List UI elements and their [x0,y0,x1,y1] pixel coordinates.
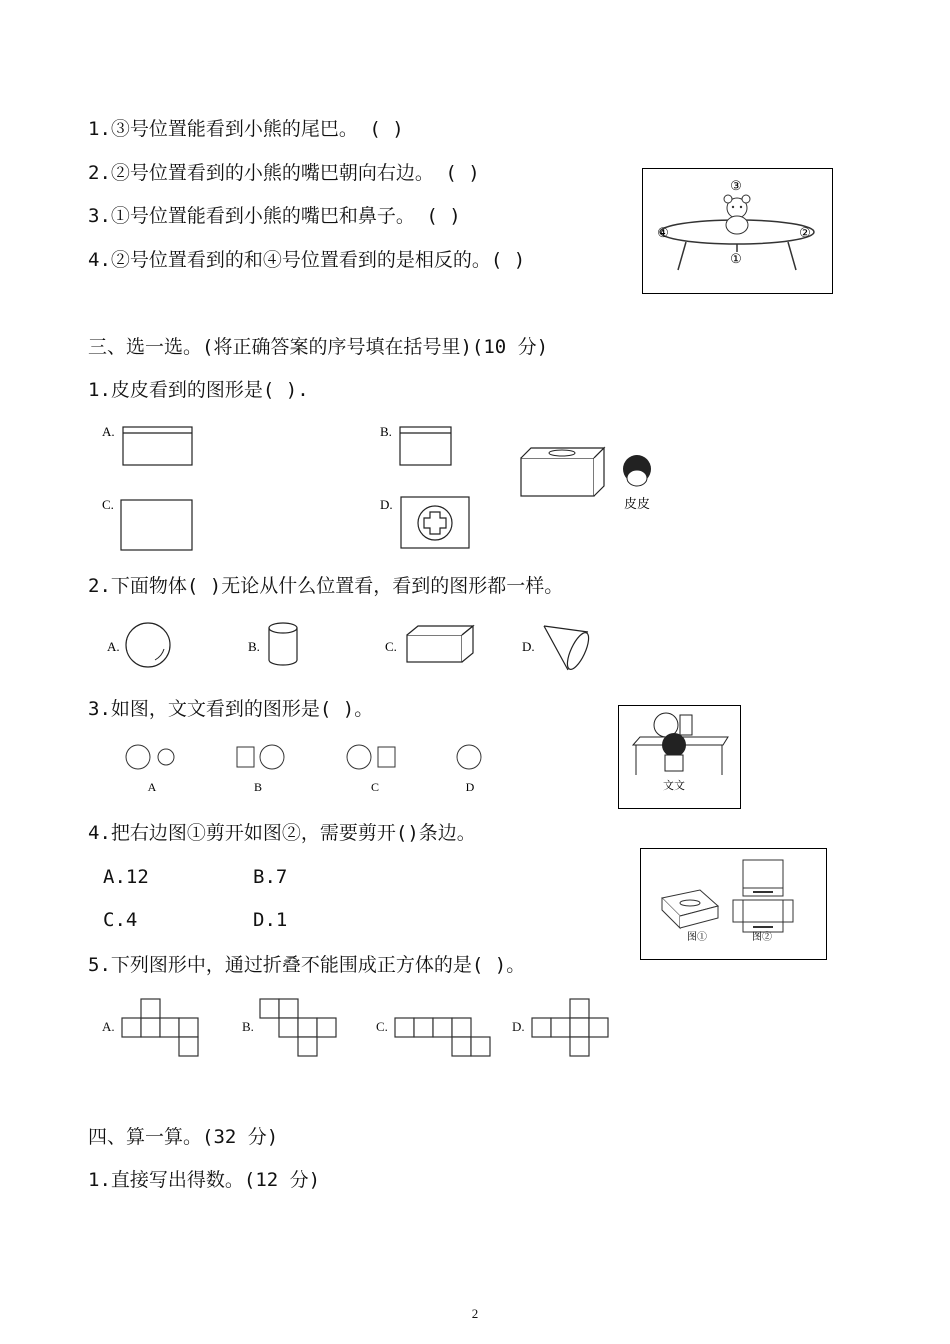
q2-option-b: B. [248,639,260,654]
judge-item-3: 3.①号位置能看到小熊的嘴巴和鼻子。 ( ) [88,205,461,227]
q4-text: 4.把右边图①剪开如图②，需要剪开()条边。 [88,822,476,844]
sphere-icon [126,623,170,667]
q1-text: 1.皮皮看到的图形是( ). [88,379,309,401]
cone-icon [544,626,593,672]
q4-option-b: B.7 [253,866,288,888]
q4-option-d: D.1 [253,909,288,931]
q3-option-d: D [465,780,475,794]
q5-option-a: A. [102,1019,115,1034]
section4-q1: 1.直接写出得数。(12 分) [88,1169,321,1191]
q2-option-c: C. [385,639,397,654]
q5-figure [100,994,620,1060]
fig2-label: 图② [752,932,772,943]
q1-option-b: B. [380,424,392,439]
q2-text: 2.下面物体( )无论从什么位置看，看到的图形都一样。 [88,575,564,597]
q5-option-d: D. [512,1019,525,1034]
cylinder-icon [269,623,297,665]
person-wenwen-icon [662,733,686,771]
pos-4-label: ④ [657,225,669,240]
judge-item-2: 2.②号位置看到的小熊的嘴巴朝向右边。 ( ) [88,162,480,184]
section3-heading: 三、选一选。(将正确答案的序号填在括号里)(10 分) [88,336,549,358]
judge-item-4: 4.②号位置看到的和④号位置看到的是相反的。( ) [88,249,526,271]
judge-item-1: 1.③号位置能看到小熊的尾巴。 ( ) [88,118,404,140]
q2-option-d: D. [522,639,535,654]
q1-option-d: D. [380,497,393,512]
q5-option-c: C. [376,1019,388,1034]
q3-options-figure [116,738,496,798]
q4-option-c: C.4 [103,909,138,931]
q1-option-c: C. [102,497,114,512]
page-number: 2 [471,1306,479,1321]
wenwen-label: 文文 [663,780,685,792]
q1-option-a: A. [102,424,115,439]
pos-1-label: ① [730,251,742,266]
q3-option-c: C [370,780,380,794]
q4-figure [640,848,827,960]
pipi-label: 皮皮 [623,496,651,511]
q3-figure [618,705,741,809]
cuboid-icon [407,626,473,662]
q4-option-a: A.12 [103,866,149,888]
q3-text: 3.如图，文文看到的图形是( )。 [88,698,374,720]
q1-figure [96,418,676,558]
fig1-label: 图① [687,932,707,943]
section4-heading: 四、算一算。(32 分) [88,1126,279,1148]
q3-option-b: B [253,780,263,794]
box-icon [521,448,604,496]
q2-figure [100,618,610,674]
bear-table-figure [642,168,833,294]
q2-option-a: A. [107,639,120,654]
pos-3-label: ③ [730,178,742,193]
person-pipi-icon [623,455,651,486]
q5-text: 5.下列图形中，通过折叠不能围成正方体的是( )。 [88,954,526,976]
q5-option-b: B. [242,1019,254,1034]
pos-2-label: ② [799,225,811,240]
q3-option-a: A [147,780,157,794]
